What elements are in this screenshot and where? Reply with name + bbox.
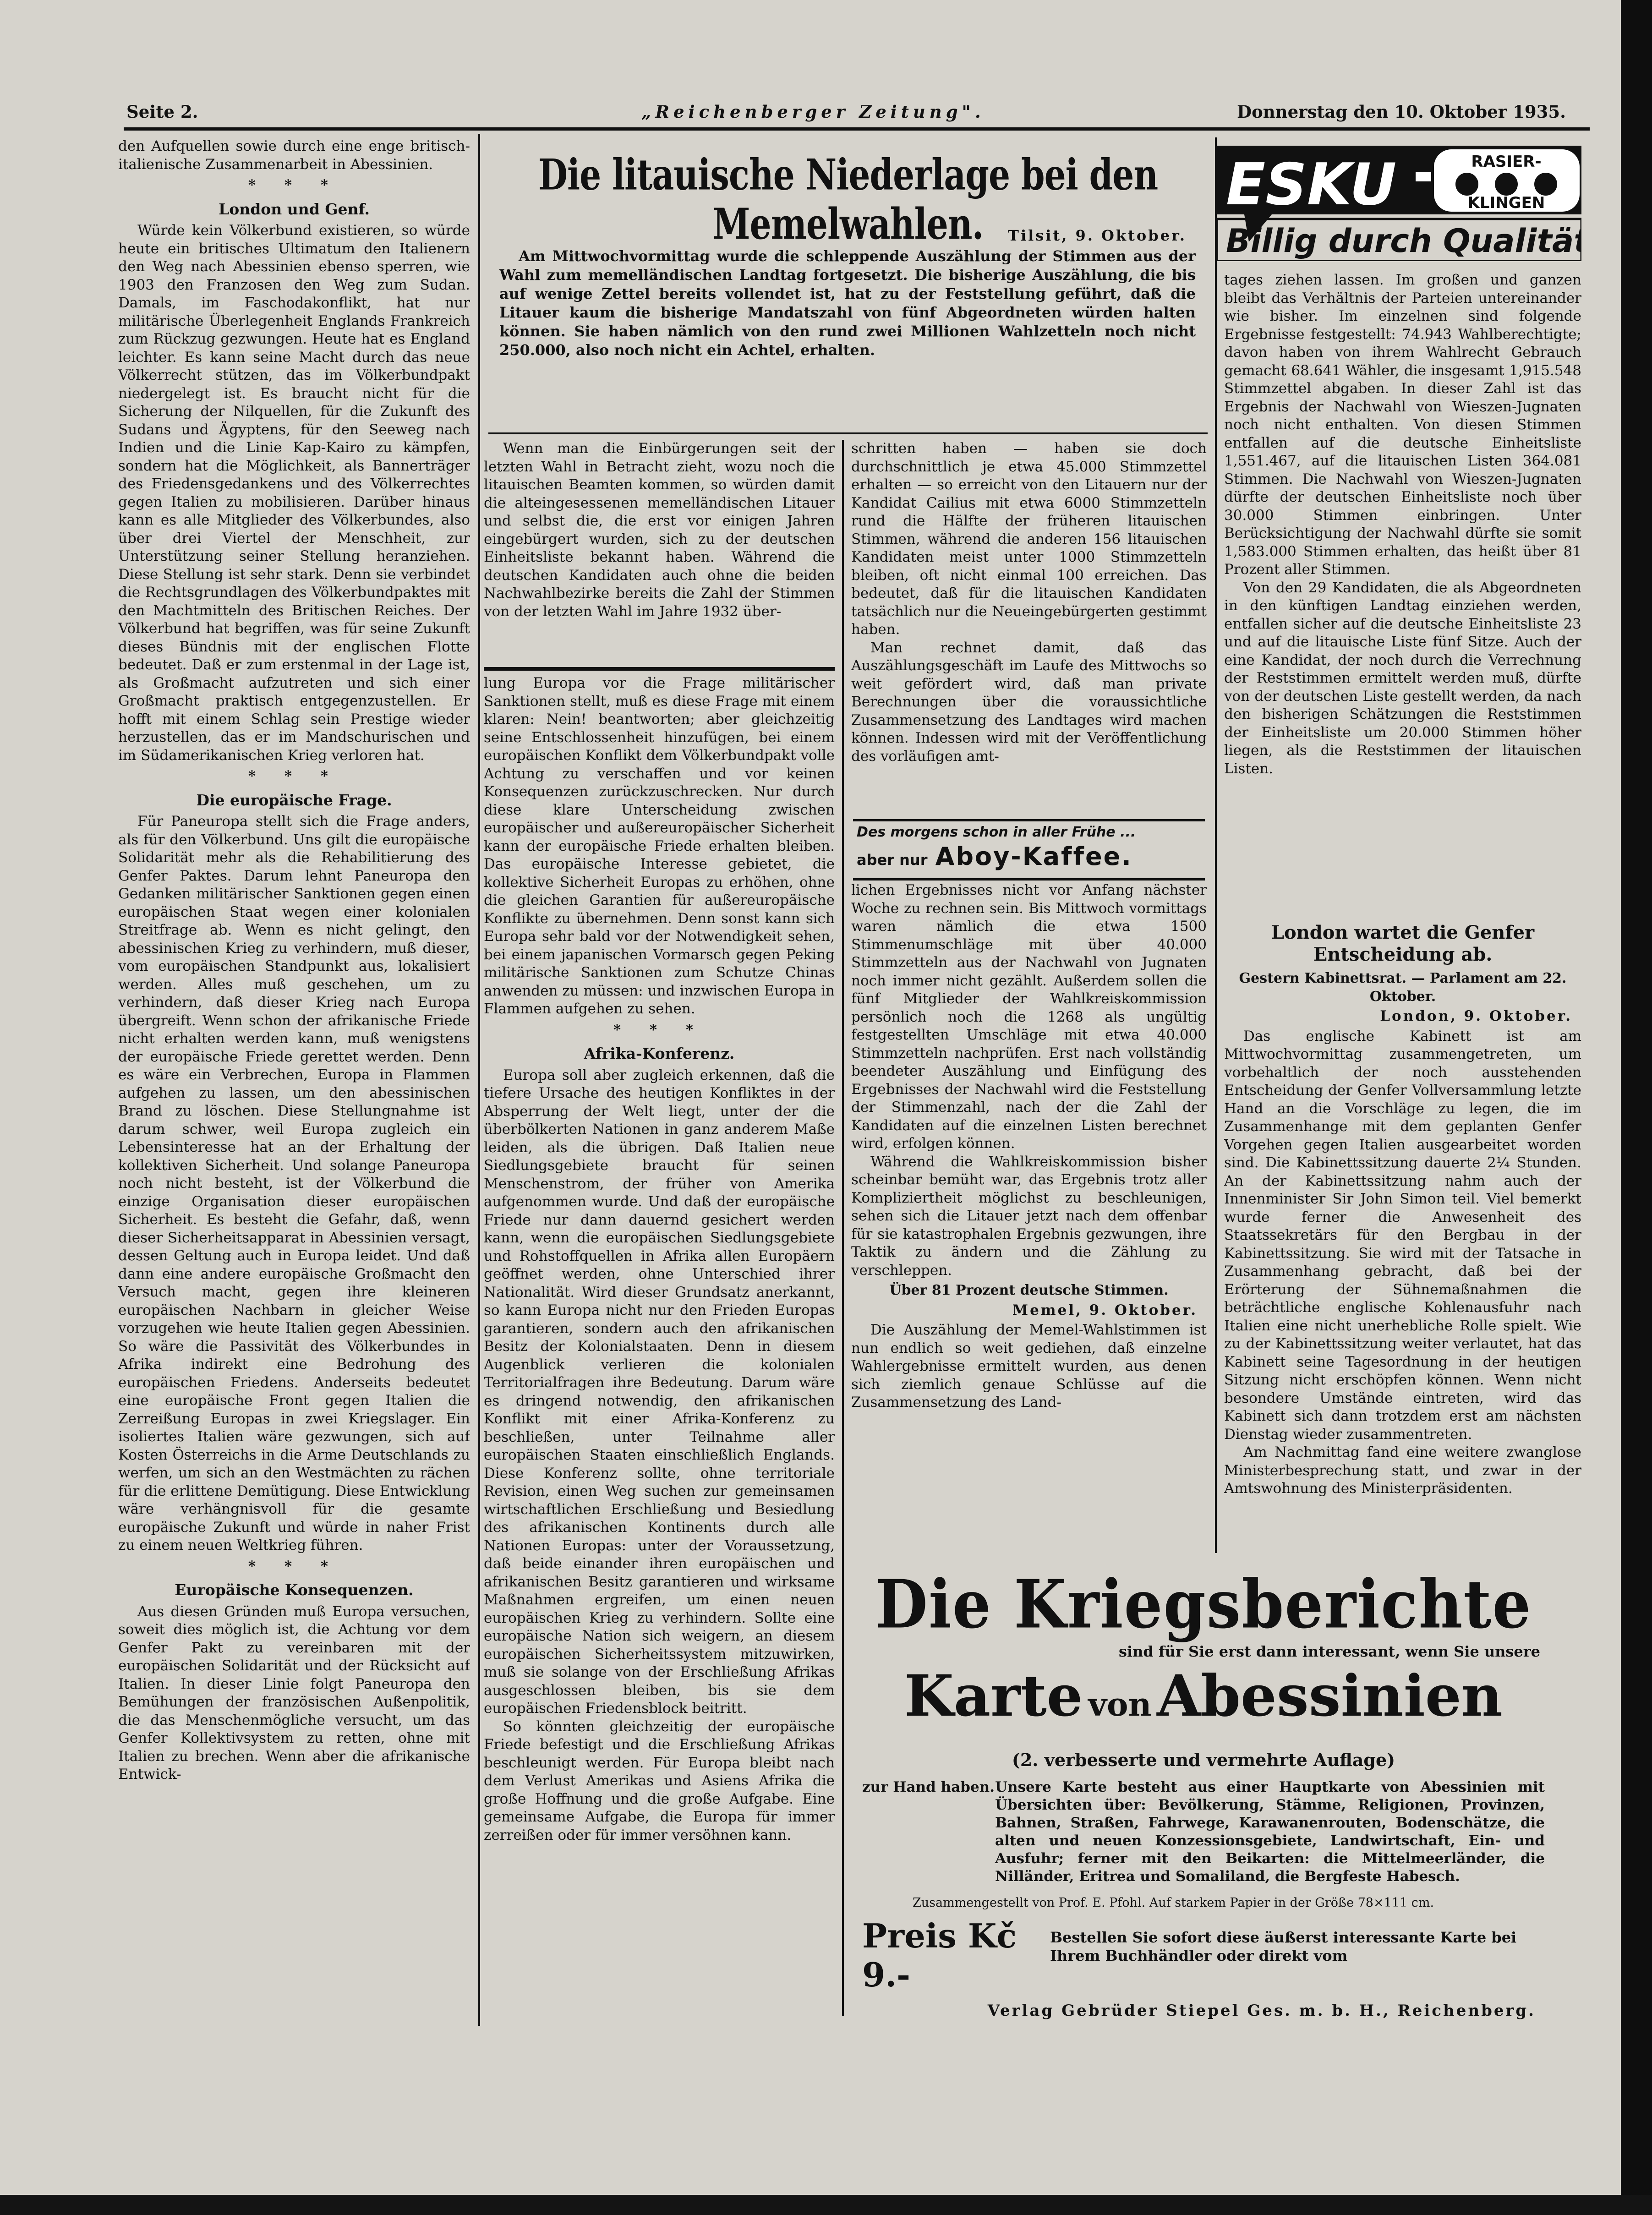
column-3-top [851,440,1207,815]
paper-name: „Reichenberger Zeitung". [641,102,985,122]
memel-lead-rule [488,432,1208,434]
memel-lead-block [499,224,1196,426]
dateline-memel: Memel, 9. Oktober. [1012,1302,1198,1318]
ad-body: Unsere Karte besteht aus einer Hauptkarte von Abessinien mit Übersichten über: Bevölkerung, Stämme, Religionen, Provinzen, Bahnen, Straßen, Fahrwege, Karawanenrouten, Bodenschätze, die alten und neuen Konzessionsgebiete, Landwirtschaft, Ein- und Ausfuhr; ferner mit den Beikarten: die Mittelmeerländer, die Nilländer, Eritrea und Somaliland, die Bergfeste Habesch. [995,1779,1545,1885]
dateline-london: London, 9. Oktober. [1380,1008,1572,1024]
column-rule-4 [1215,137,1217,1553]
column-rule-3 [842,440,844,2016]
column-1 [118,137,470,2052]
separator-stars: * * * [248,177,340,193]
heading-london-genf: London und Genf. [219,200,370,218]
page-number: Seite 2. [126,102,198,122]
esku-ad [1217,146,1581,261]
memel-headline: Die litauische Niederlage bei den Memelwahlen. [538,150,1158,249]
article-text: lichen Ergebnisses nicht vor Anfang nächster Woche zu rechnen sein. Bis Mittwoch vormittags waren nämlich die etwa 1500 Stimmenumschläge mit über 40.000 Stimmzetteln aus der Nachwahl von Jugnaten noch immer nicht gezählt. Außerdem sollen die fünf Mitglieder der Wahlkreiskommission persönlich noch die 1268 als ungültig festgestellten Umschläge mit etwa 40.000 Stimmzetteln nachprüfen. Erst nach vollständig beendeter Auszählung und Einfügung des Ergebnisses der Nachwahl wird die Feststellung der Stimmenzahl, nach der die Zahl der Kandidaten auf die einzelnen Listen berechnet wird, erfolgen können. [851,882,1207,1152]
esku-dot-3 [1534,173,1557,196]
column-4-memel [1224,271,1581,913]
article-text: lung Europa vor die Frage militärischer Sanktionen stellt, muß es diese Frage mit einem klaren: Nein! beantworten; aber gleichzeitig seine Entschlossenheit hinzufügen, bei einem europäischen Konflikt dem Völkerbundpakt volle Achtung zu verschaffen und vor keinen Konsequenzen zurückzuschrecken. Nur durch diese klare Unterscheidung zwischen europäischer und außereuropäischer Sicherheit kann der europäische Friede erhalten bleiben. Das europäische Interesse gebietet, die kollektive Sicherheit Europas zu erhöhen, ohne die gleichen Garantien für außereuropäische Konflikte zu übernehmen. Denn sonst kann sich Europa sehr bald vor der Notwendigkeit sehen, bei einem japanischen Vormarsch gegen Peking militärische Sanktionen zum Schutze Chinas anwenden zu müssen: und inzwischen Europa in Flammen aufgehen zu sehen. [484,675,835,1017]
article-text: Während die Wahlkreiskommission bisher scheinbar bemüht war, das Ergebnis trotz aller Kompliziertheit möglichst zu beschleunigen, sehen sich die Litauer jetzt nach dem offenbar für sie katastrophalen Ergebnis gezwungen, ihre Taktik zu ändern und die Zählung zu verschleppen. [851,1153,1207,1279]
ad-title-von: von [1088,1685,1152,1723]
ad-price: Preis Kč 9.- [862,1916,1017,1994]
scan-edge-bottom [0,2195,1652,2215]
header-rule [124,127,1590,131]
separator-stars: * * * [248,768,340,784]
heading-afrika-konferenz: Afrika-Konferenz. [584,1045,735,1062]
esku-dot-2 [1495,173,1518,196]
esku-brand: ESKU [1226,151,1397,218]
column-1-lead: den Aufquellen sowie durch eine enge britisch-italienische Zusammenarbeit in Abessinien. [118,138,470,173]
subheading-81-prozent: Über 81 Prozent deutsche Stimmen. [889,1282,1169,1298]
kaffee-line-2a: aber nur [857,851,928,869]
ad-compiled: Zusammengestellt von Prof. E. Pfohl. Auf starkem Papier in der Größe 78×111 cm. [913,1896,1434,1910]
article-text: Von den 29 Kandidaten, die als Abgeordneten in den künftigen Landtag einziehen werden, entfallen sicher auf die deutsche Einheitsliste 23 und auf die litauische Liste fünf Sitze. Auch der eine Kandidat, der noch durch die Verrechnung der Reststimmen ermittelt werden muß, dürfte von der deutschen Liste gestellt werden, da nach den bisherigen Schätzungen die Reststimmen der Einheitsliste um 20.000 Stimmen höher liegen, als die Reststimmen der litauischen Listen. [1224,579,1581,777]
ad-order: Bestellen Sie sofort diese äußerst interessante Karte bei Ihrem Buchhändler oder direkt vom [1050,1929,1517,1964]
ad-edition: (2. verbesserte und vermehrte Auflage) [1012,1750,1395,1770]
article-text: Wenn man die Einbürgerungen seit der letzten Wahl in Betracht zieht, wozu noch die litauischen Beamten kommen, so würden damit die alteingesessenen memelländischen Litauer und selbst die, die erst vor einigen Jahren eingebürgert wurden, sich zu der deutschen Einheitsliste bekannt haben. Während die deutschen Kandidaten auch ohne die beiden Nachwahlbezirke bereits die Zahl der Stimmen von der letzten Wahl im Jahre 1932 über- [484,440,835,620]
subheading-kabinettsrat: Gestern Kabinettsrat. — Parlament am 22. Oktober. [1239,970,1567,1005]
article-text: Würde kein Völkerbund existieren, so würde heute ein britisches Ultimatum den Italienern den Weg nach Abessinien ebenso sperren, wie 1903 den Franzosen den Weg zum Sudan. Damals, im Faschodakonflikt, hat nur militärische Überlegenheit Englands Frankreich zum Rückzug gezwungen. Heute hat es England leichter. Es kann seine Macht durch das neue Völkerrecht stützen, das im Völkerbundpakt niedergelegt ist. Es braucht nicht für die Sicherung der Nilquellen, für die Zukunft des Sudans und Ägyptens, für den Seeweg nach Indien und die Linie Kap-Kairo zu kämpfen, sondern hat die Möglichkeit, als Bannerträger des Friedensgedankens und des Völkerrechtes gegen Italien zu mobilisieren. Darüber hinaus kann es alle Mitglieder des Völkerbundes, also über drei Viertel der Menschheit, zur Unterstützung seiner Stellung heranziehen. Diese Stellung ist sehr stark. Denn sie verbindet die Rechtsgrundlagen des Völkerbundpaktes mit den Machtmitteln des Britischen Reiches. Der Völkerbund hat begriffen, was für seine Zukunft dieses Bündnis mit der englischen Flotte bedeutet. Daß er zum erstenmal in der Lage ist, als Großmacht aufzutreten und sich einer Großmacht praktisch entgegenzustellen. Er hofft mit einem Schlag sein Prestige wieder herzustellen, das er im Mandschurischen und im Südamerikanischen Krieg verloren hat. [118,222,470,764]
ad-lead: zur Hand haben. [862,1779,995,1795]
column-2-divider [484,667,835,671]
separator-stars: * * * [248,1558,340,1575]
column-3-bottom [851,881,1207,1559]
esku-dot-1 [1455,173,1478,196]
ad-subline: sind für Sie erst dann interessant, wenn Sie unsere [1118,1643,1540,1660]
aboy-kaffee-ad [853,819,1205,881]
article-text: So könnten gleichzeitig der europäische Friede befestigt und die Erschließung Afrikas beschleunigt werden. Für Europa bleibt nach dem Verlust Amerikas und Asiens Afrika die große Hoffnung und die große Aufgabe. Eine gemeinsame Aufgabe, die Europa für immer zerreißen oder für immer versöhnen kann. [484,1718,835,1843]
kaffee-line-1: Des morgens schon in aller Frühe ... [857,824,1136,840]
ad-title: Die Kriegsberichte [875,1565,1532,1644]
ad-title-abessinien: Abessinien [1157,1663,1503,1729]
ad-publisher: Verlag Gebrüder Stiepel Ges. m. b. H., Reichenberg. [987,2002,1536,2020]
esku-label-1: RASIER- [1471,153,1542,171]
heading-europaeische-konsequenzen: Europäische Konsequenzen. [175,1581,414,1599]
issue-date: Donnerstag den 10. Oktober 1935. [1237,102,1566,122]
article-text: Aus diesen Gründen muß Europa versuchen, soweit dies möglich ist, die Achtung vor dem Genfer Pakt zu vereinbaren mit der europäischen Solidarität und der Rücksicht auf Italien. In dieser Linie folgt Paneuropa den Bemühungen der französischen Außenpolitik, die das Menschenmögliche versucht, um das Genfer Kollektivsystem zu retten, ohne mit Italien zu brechen. Wenn aber die afrikanische Entwick- [118,1603,470,1783]
article-text: Die Auszählung der Memel-Wahlstimmen ist nun endlich so weit gediehen, daß einzelne Wahlergebnisse ermittelt wurden, aus denen sich ziemlich genaue Schlüsse auf die Zusammensetzung des Land- [851,1322,1207,1411]
esku-dash [1416,172,1431,181]
article-text: schritten haben — haben sie doch durchschnittlich je etwa 45.000 Stimmzettel erhalten — so erreicht von den Litauern nur der Kandidat Cailius mit etwa 6000 Stimmzetteln rund die Hälfte der früheren litauischen Stimmen, während die anderen 156 litauischen Kandidaten meist unter 1000 Stimmzetteln bleiben, oft nicht einmal 100 erreichen. Das bedeutet, daß für die litauischen Kandidaten tatsächlich nur die Neueingebürgerten gestimmt haben. [851,440,1207,638]
column-rule-1 [478,134,480,2026]
heading-london-wartet: London wartet die Genfer Entscheidung ab. [1271,922,1535,965]
column-2-europa [484,674,835,2062]
ad-title-karte: Karte [904,1663,1083,1729]
memel-lead: Am Mittwochvormittag wurde die schleppende Auszählung der Stimmen aus der Wahl zum memelländischen Landtag fortgesetzt. Die bisherige Auszählung, die bis auf wenige Zettel bereits vollendet ist, hat zu der Feststellung geführt, daß die Litauer kaum die bisherige Mandatszahl von fünf Abgeordneten würden halten können. Sie haben nämlich von den rund zwei Millionen Wahlzetteln noch nicht 250.000, also noch nicht ein Achtel, erhalten. [499,247,1196,359]
esku-ad-graphic [1217,146,1581,261]
esku-label-2: KLINGEN [1467,194,1545,212]
article-text: Für Paneuropa stellt sich die Frage anders, als für den Völkerbund. Uns gilt die europäische Solidarität mehr als die Rehabilitierung des Genfer Paktes. Darum lehnt Paneuropa den Gedanken militärischer Sanktionen gegen einen europäischen Staat wegen einer kolonialen Streitfrage ab. Wenn es nicht gelingt, den abessinischen Krieg zu verhindern, muß dieser, vom europäischen Standpunkt aus, lokalisiert werden. Alles muß geschehen, um zu verhindern, daß dieser Krieg nach Europa übergreift. Wenn schon der afrikanische Friede nicht erhalten werden kann, muß wenigstens der europäische Friede gerettet werden. Denn es wäre ein Verbrechen, Europa in Flammen aufgehen zu lassen, um den abessinischen Brand zu löschen. Diese Stellungnahme ist darum schwer, weil Europa zugleich ein Lebensinteresse hat an der Erhaltung der kollektiven Sicherheit. Und solange Paneuropa noch nicht besteht, ist der Völkerbund die einzige Organisation dieser europäischen Sicherheit. Es besteht die Gefahr, daß, wenn dieser Sicherheitsapparat in Abessinien versagt, dessen Geltung auch in Europa leidet. Und daß dann eine andere europäische Großmacht den Versuch macht, gegen ihre kleineren europäischen Nachbarn in gleicher Weise vorzugehen wie heute Italien gegen Abessinien. So wäre die Passivität des Völkerbundes in Afrika indirekt eine Bedrohung des europäischen Friedens. Anderseits bedeutet eine europäische Front gegen Italien die Zerreißung Europas in zwei Kriegslager. Ein isoliertes Italien wäre gezwungen, sich auf Kosten Österreichs in die Arme Deutschlands zu werfen, um sich an den Westmächten zu rächen für die erlittene Demütigung. Diese Entwicklung wäre verhängnisvoll für die gesamte europäische Zukunft und würde in naher Frist zu einem neuen Weltkrieg führen. [118,813,470,1553]
separator-stars: * * * [613,1021,706,1038]
kaffee-brand: Aboy-Kaffee. [935,842,1132,871]
article-text: tages ziehen lassen. Im großen und ganzen bleibt das Verhältnis der Parteien untereinander wie bisher. Im einzelnen sind folgende Ergebnisse festgestellt: 74.943 Wahlberechtigte; davon haben von ihrem Wahlrecht Gebrauch gemacht 68.641 Wähler, die insgesamt 1,915.548 Stimmzettel abgaben. In dieser Zahl ist das Ergebnis der Nachwahl von Wieszen-Jugnaten noch nicht enthalten. Von diesen Stimmen entfallen auf die deutsche Einheitsliste 1,551.467, auf die litauischen Listen 364.081 Stimmen. Die Nachwahl von Wieszen-Jugnaten dürfte der deutschen Einheitsliste noch über 30.000 Stimmen einbringen. Unter Berücksichtigung der Nachwahl dürfte sie somit 1,583.000 Stimmen erhalten, das heißt über 81 Prozent aller Stimmen. [1224,272,1581,578]
article-text: Europa soll aber zugleich erkennen, daß die tiefere Ursache des heutigen Konfliktes in der Absperrung der Welt liegt, unter der die überbölkerten Nationen in ganz anderem Maße leiden, als die übrigen. Daß Italien neue Siedlungsgebiete braucht für seinen Menschenstrom, der früher von Amerika aufgenommen wurde. Und daß der europäische Friede nur dann dauernd gesichert werden kann, wenn die europäischen Siedlungsgebiete und Rohstoffquellen in Afrika allen Europäern geöffnet werden, ohne Unterschied ihrer Nationalität. Wird dieser Grundsatz anerkannt, so kann Europa nicht nur den Frieden Europas garantieren, sondern auch den afrikanischen Besitz der Kolonialstaaten. Denn in diesem Augenblick verlieren die kolonialen Territorialfragen ihre Bedeutung. Darum wäre es dringend notwendig, den afrikanischen Konflikt mit einer Afrika-Konferenz zu beschließen, unter Teilnahme aller europäischen Staaten einschließlich Englands. Diese Konferenz sollte, ohne territoriale Revision, einen Weg suchen zur gemeinsamen wirtschaftlichen Erschließung und Besiedlung des afrikanischen Kontinents durch alle Nationen Europas: unter der Voraussetzung, daß beide einander ihren europäischen und afrikanischen Besitz garantieren und wirksame Maßnahmen ergreifen, um einen neuen europäischen Krieg zu verhindern. Sollte eine europäische Nation sich weigern, an diesem europäischen Sicherheitssystem mitzuwirken, muß sie solange von der Erschließung Afrikas ausgeschlossen bleiben, bis sie dem europäischen Friedensblock beitritt. [484,1066,835,1717]
column-2-memel [484,440,835,660]
article-text: Am Nachmittag fand eine weitere zwanglose Ministerbesprechung statt, und zwar in der Amtswohnung des Ministerpräsidenten. [1224,1444,1581,1497]
heading-europaeische-frage: Die europäische Frage. [196,791,392,809]
karte-abessinien-ad [862,1565,1545,2074]
esku-slogan: Billig durch Qualität. [1226,222,1581,260]
article-text: Man rechnet damit, daß das Auszählungsgeschäft im Laufe des Mittwochs so weit gefördert wird, daß man private Berechnungen über die voraussichtliche Zusammensetzung des Landtages wird machen können. Indessen wird mit der Veröffentlichung des vorläufigen amt- [851,639,1207,765]
column-4-london [1224,920,1581,1561]
scan-edge-right [1621,0,1652,2215]
dateline-tilsit: Tilsit, 9. Oktober. [1008,227,1187,244]
article-text: Das englische Kabinett ist am Mittwochvormittag zusammengetreten, um vorbehaltlich der noch ausstehenden Entscheidung der Genfer Vollversammlung letzte Hand an die Vorschläge zu legen, die im Zusammenhange mit dem geplanten Genfer Vorgehen gegen Italien ausgearbeitet worden sind. Die Kabinettssitzung dauerte 2¼ Stunden. An der Kabinettssitzung nahm auch der Innenminister Sir John Simon teil. Viel bemerkt wurde ferner die Anwesenheit des Staatssekretärs für den Bergbau in der Kabinettssitzung. Sie wird mit der Tatsache in Zusammenhang gebracht, daß bei der Erörterung der Sühnemaßnahmen die beträchtliche englische Kohlenausfuhr nach Italien eine nicht unerhebliche Rolle spielt. Wie zu der Kabinettssitzung weiter verlautet, hat das Kabinett seine Tagesordnung in der heutigen Sitzung nicht erschöpfen können. Wenn nicht besondere Umstände eintreten, wird das Kabinett sich dann trotzdem erst am nächsten Dienstag wieder zusammentreten. [1224,1028,1581,1443]
